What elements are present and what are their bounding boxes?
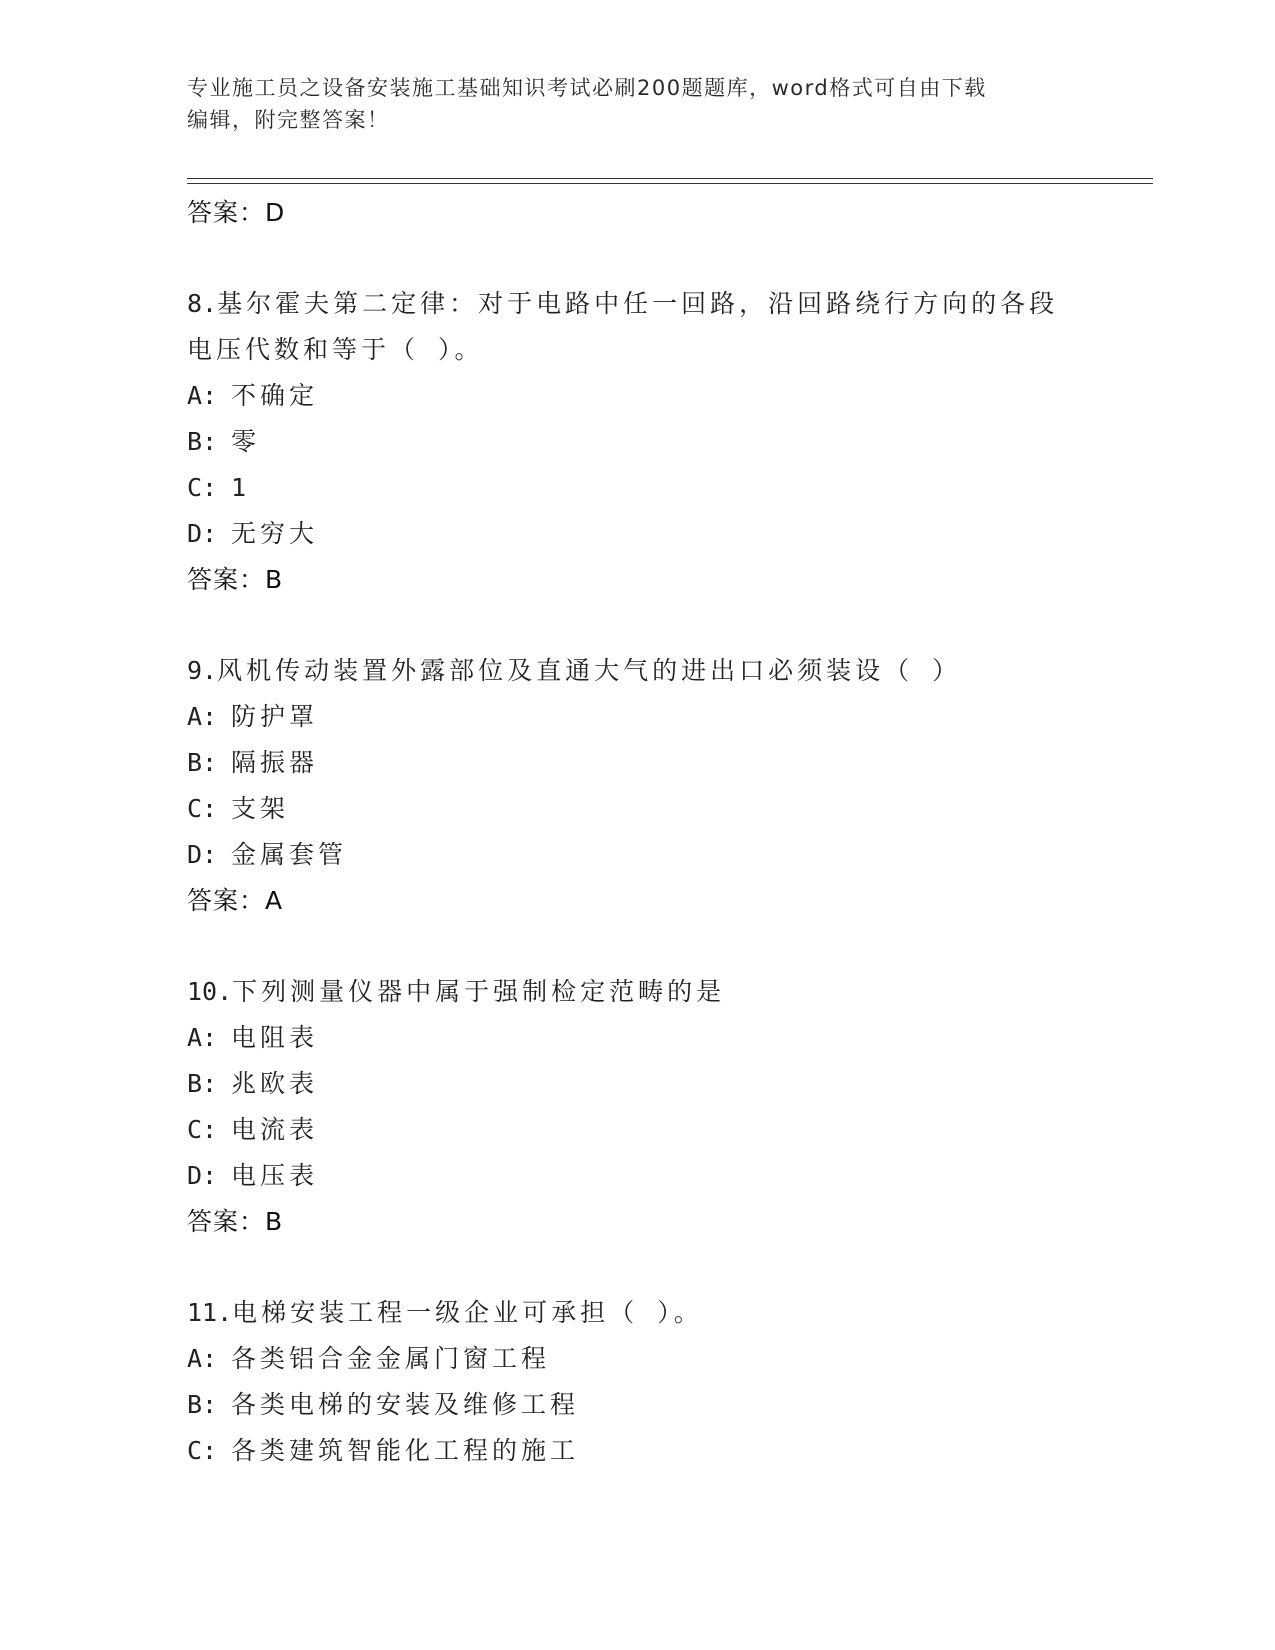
option-label: B:	[187, 427, 218, 456]
option-label: C:	[187, 473, 218, 502]
answer-label: 答案：	[187, 886, 266, 915]
answer-value: B	[265, 1207, 284, 1236]
option-label: B:	[187, 1069, 218, 1098]
answer-label: 答案：	[187, 565, 266, 594]
question-stem: 基尔霍夫第二定律：对于电路中任一回路，沿回路绕行方向的各段	[217, 289, 1059, 318]
question-list	[187, 190, 1087, 1474]
option-a	[187, 694, 1087, 740]
option-c	[187, 465, 1087, 511]
option-a	[187, 1336, 1087, 1382]
question-text	[187, 969, 1087, 1015]
option-label: A:	[187, 1023, 218, 1052]
question-stem: 电梯安装工程一级企业可承担（ ）。	[232, 1298, 703, 1327]
option-text: 各类电梯的安装及维修工程	[231, 1390, 580, 1419]
option-label: D:	[187, 840, 218, 869]
option-label: A:	[187, 381, 218, 410]
option-text: 防护罩	[231, 702, 319, 731]
option-label: C:	[187, 1436, 218, 1465]
option-text: 不确定	[231, 381, 319, 410]
option-d	[187, 511, 1087, 557]
page-header	[187, 72, 1067, 136]
option-label: C:	[187, 1115, 218, 1144]
option-text: 零	[231, 427, 261, 456]
option-c	[187, 1428, 1087, 1474]
question-text	[187, 1290, 1087, 1336]
answer-line	[187, 557, 1087, 603]
option-text: 电阻表	[231, 1023, 319, 1052]
header-divider-bottom	[187, 183, 1153, 184]
option-c	[187, 786, 1087, 832]
option-label: D:	[187, 1161, 218, 1190]
answer-value: B	[265, 565, 284, 594]
option-d	[187, 832, 1087, 878]
question-stem: 风机传动装置外露部位及直通大气的进出口必须装设（ ）	[217, 656, 962, 685]
header-title-line-1: 专业施工员之设备安装施工基础知识考试必刷200题题库，word格式可自由下载	[187, 76, 987, 100]
question-text	[187, 281, 1087, 327]
option-text: 无穷大	[231, 519, 319, 548]
option-text: 金属套管	[231, 840, 348, 869]
question-text-continued: 电压代数和等于（ ）。	[187, 335, 484, 364]
option-text: 电压表	[231, 1161, 319, 1190]
answer-label: 答案：	[187, 198, 266, 227]
option-label: D:	[187, 519, 218, 548]
answer-line	[187, 878, 1087, 924]
option-b	[187, 740, 1087, 786]
option-a	[187, 1015, 1087, 1061]
option-text: 隔振器	[231, 748, 319, 777]
option-label: A:	[187, 1344, 218, 1373]
option-a	[187, 373, 1087, 419]
question-number: 8.	[187, 289, 218, 318]
option-label: C:	[187, 794, 218, 823]
option-d	[187, 1153, 1087, 1199]
question-number: 10.	[187, 977, 233, 1006]
option-label: B:	[187, 1390, 218, 1419]
option-b	[187, 1061, 1087, 1107]
question-11	[187, 1290, 1087, 1474]
option-text: 各类铝合金金属门窗工程	[231, 1344, 551, 1373]
answer-value: A	[265, 886, 284, 915]
question-text	[187, 648, 1087, 694]
header-divider-top	[187, 178, 1153, 179]
option-text: 各类建筑智能化工程的施工	[231, 1436, 580, 1465]
option-text: 1	[231, 473, 251, 502]
question-number: 9.	[187, 656, 218, 685]
answer-line	[187, 1199, 1087, 1245]
option-label: A:	[187, 702, 218, 731]
answer-value: D	[265, 198, 286, 227]
option-text: 兆欧表	[231, 1069, 319, 1098]
question-8	[187, 281, 1087, 603]
answer-line	[187, 190, 1087, 236]
option-text: 支架	[231, 794, 290, 823]
answer-label: 答案：	[187, 1207, 266, 1236]
question-10	[187, 969, 1087, 1245]
question-9	[187, 648, 1087, 924]
question-number: 11.	[187, 1298, 233, 1327]
header-title-line-2: 编辑，附完整答案！	[187, 108, 390, 132]
option-c	[187, 1107, 1087, 1153]
option-text: 电流表	[231, 1115, 319, 1144]
option-b	[187, 419, 1087, 465]
option-label: B:	[187, 748, 218, 777]
question-stem: 下列测量仪器中属于强制检定范畴的是	[232, 977, 726, 1006]
option-b	[187, 1382, 1087, 1428]
